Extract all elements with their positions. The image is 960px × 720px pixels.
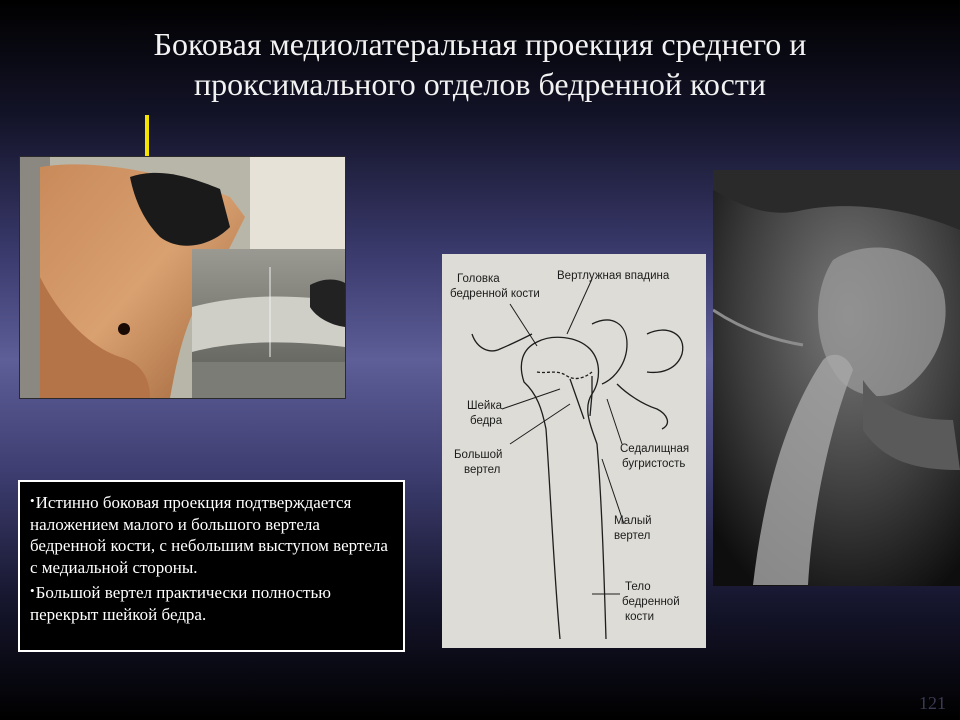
bullet-dot-icon: •	[30, 583, 35, 598]
label-greater-troch-1: Большой	[454, 449, 503, 461]
label-ischial-2: бугристость	[622, 458, 686, 470]
page-number: 121	[919, 693, 946, 713]
bullet-dot-icon: •	[30, 493, 35, 508]
label-shaft-3: кости	[625, 611, 654, 623]
femur-xray-image	[713, 170, 960, 586]
label-lesser-troch-2: вертел	[614, 530, 651, 542]
label-shaft-1: Тело	[625, 581, 651, 593]
title-line-2: проксимального отделов бедренной кости	[194, 66, 766, 102]
patient-positioning-photo	[19, 156, 346, 399]
label-ischial-1: Седалищная	[620, 443, 690, 455]
bullet-text-2: Большой вертел практически полностью перекрыт шейкой бедра.	[30, 583, 331, 624]
slide-title	[40, 24, 920, 104]
label-lesser-troch-1: Малый	[614, 515, 652, 527]
label-head-1: Головка	[457, 273, 500, 285]
label-head-2: бедренной кости	[450, 288, 540, 300]
explanation-text-box	[18, 480, 405, 652]
bullet-text-1: Истинно боковая проекция подтверждается наложением малого и большого вертела бедренной кости, с небольшим выступом вертела с медиальной стороны.	[30, 493, 388, 577]
bullet-item-1	[30, 490, 393, 578]
bullet-item-2	[30, 580, 393, 625]
label-neck-2: бедра	[470, 415, 503, 427]
label-neck-1: Шейка	[467, 400, 503, 412]
title-line-1: Боковая медиолатеральная проекция среднего и	[153, 26, 807, 62]
label-acetabulum: Вертлужная впадина	[557, 270, 670, 282]
label-shaft-2: бедренной	[622, 596, 680, 608]
femur-anatomy-diagram	[442, 254, 706, 648]
label-greater-troch-2: вертел	[464, 464, 501, 476]
